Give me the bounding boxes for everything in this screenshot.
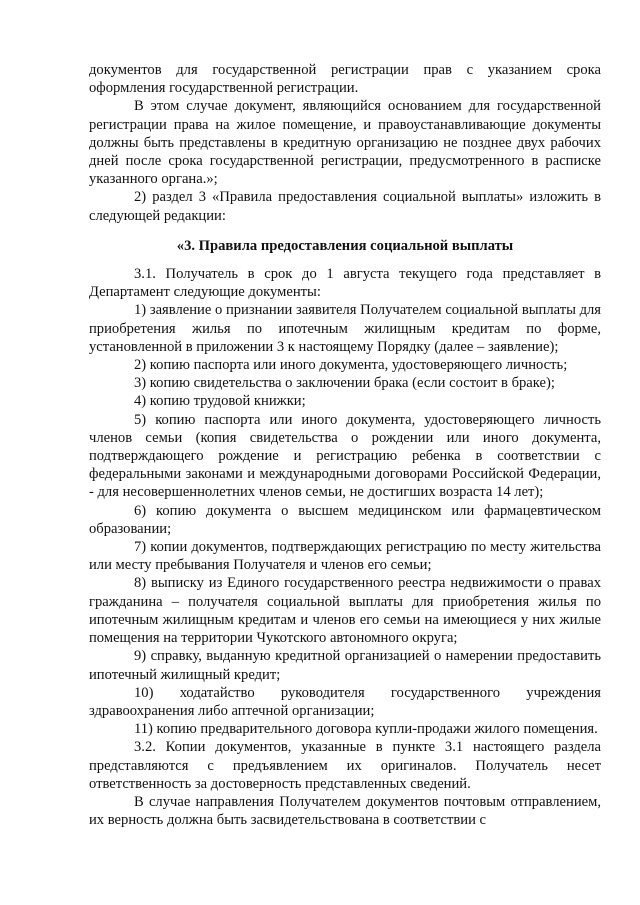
list-item: 7) копии документов, подтверждающих регистрацию по месту жительства или месту пребывания Получателя и членов его семьи; [89,539,601,574]
list-item: 8) выписку из Единого государственного реестра недвижимости о правах гражданина – получателя социальной выплаты для приобретения жилья по ипотечным жилищным кредитам и членов его семьи на имеющиеся у них жилые помещения на территории Чукотского автономного округа; [89,575,601,647]
list-item: 3) копию свидетельства о заключении брака (если состоит в браке); [134,375,555,392]
list-item: 4) копию трудовой книжки; [134,393,306,410]
list-item: 11) копию предварительного договора купли-продажи жилого помещения. [134,721,598,738]
list-item: 6) копию документа о высшем медицинском или фармацевтическом образовании; [89,502,601,537]
section-heading: «3. Правила предоставления социальной выплаты [176,237,514,254]
list-item: 5) копию паспорта или иного документа, удостоверяющего личность членов семьи (копия свидетельства о рождении или иного документа, подтверждающего рождение и регистрацию ребенка в соответствии с федеральными законами и международными договорами Российской Федерации, - для несовершеннолетних членов семьи, не достигших возраста 14 лет); [89,411,601,501]
document-page [89,61,601,829]
paragraph: 3.2. Копии документов, указанные в пункте 3.1 настоящего раздела представляются с предъявлением их оригиналов. Получатель несет ответственность за достоверность представленных сведений. [89,739,601,792]
paragraph: В случае направления Получателем документов почтовым отправлением, их верность должна быть засвидетельствована в соответствии с [89,793,601,829]
paragraph: 3.1. Получатель в срок до 1 августа текущего года представляет в Департамент следующие документы: [89,266,601,301]
list-item: 2) копию паспорта или иного документа, удостоверяющего личность; [134,357,568,374]
list-item: 10) ходатайство руководителя государственного учреждения здравоохранения либо аптечной организации; [89,684,601,719]
paragraph: 2) раздел 3 «Правила предоставления социальной выплаты» изложить в следующей редакции: [89,189,601,224]
list-item: 9) справку, выданную кредитной организацией о намерении предоставить ипотечный жилищный кредит; [89,648,601,683]
paragraph: документов для государственной регистрации прав с указанием срока оформления государственной регистрации. [89,62,601,97]
paragraph: В этом случае документ, являющийся основанием для государственной регистрации права на жилое помещение, и правоустанавливающие документы должны быть представлены в кредитную организацию не позднее двух рабочих дней после срока государственной регистрации, предусмотренного в расписке указанного органа.»; [89,98,601,188]
list-item: 1) заявление о признании заявителя Получателем социальной выплаты для приобретения жилья по ипотечным жилищным кредитам по форме, установленной в приложении 3 к настоящему Порядку (далее – заявление); [89,302,601,355]
